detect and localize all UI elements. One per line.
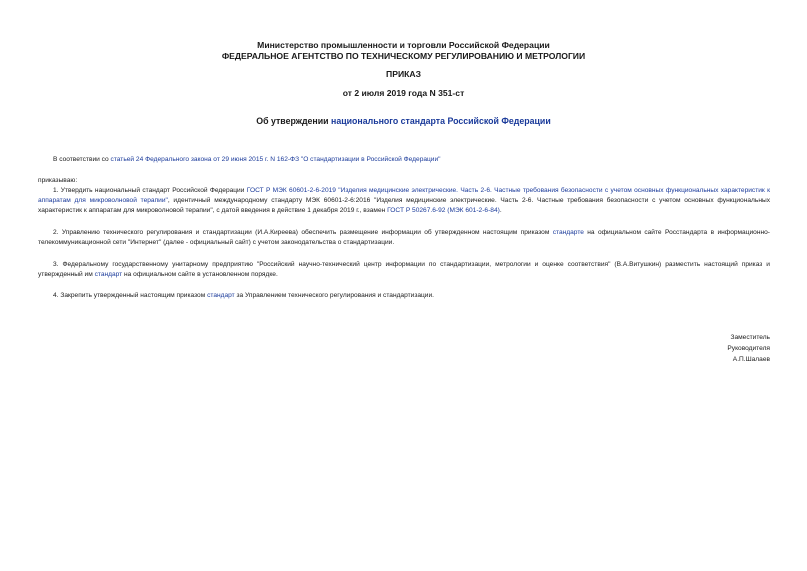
ministry-heading: Министерство промышленности и торговли Российской Федерации xyxy=(257,40,550,50)
item-2-standard-link[interactable]: стандарте xyxy=(552,229,584,236)
item-4-standard-link[interactable]: стандарт xyxy=(207,292,235,299)
item-2-text-a: 2. Управлению технического регулирования и стандартизации (И.А.Киреева) обеспечить размещение информации об утвержденном настоящим приказом xyxy=(53,229,553,236)
item-1-text-a: 1. Утвердить национальный стандарт Российской Федерации xyxy=(53,187,247,194)
standard-title-link[interactable]: национального стандарта Российской Федерации xyxy=(331,116,551,126)
item-1 xyxy=(38,186,770,216)
item-1-text-b: , идентичный международному стандарту МЭК 60601-2-6:2016 "Изделия медицинские электрические. Часть 2-6. Частные требования безопасности с учетом основных функциональных характеристик к аппаратам для микроволновой терапии", с датой введения в действие 1 декабря 2019 г., взамен xyxy=(38,197,770,214)
item-4 xyxy=(38,291,770,301)
law-article-link[interactable]: статьей 24 Федерального закона от 29 июня 2015 г. N 162-ФЗ "О стандартизации в Российской Федерации" xyxy=(110,156,441,163)
preamble-prefix: В соответствии со xyxy=(53,156,111,163)
item-1-text-c: . xyxy=(499,207,502,214)
replaced-gost-link[interactable]: ГОСТ Р 50267.6-92 (МЭК 601-2-6-84) xyxy=(387,207,500,214)
item-3-text-b: на официальном сайте в установленном порядке. xyxy=(122,271,278,278)
doc-date-number: от 2 июля 2019 года N 351-ст xyxy=(342,88,465,98)
doc-title-prefix: Об утверждении xyxy=(256,116,332,126)
item-3-text-a: 3. Федеральному государственному унитарному предприятию "Российский научно-технический центр информации по стандартизации, метрологии и оценке соответствия" (В.А.Витушкин) разместить настоящий приказ и утвержденный им xyxy=(38,261,770,278)
item-3 xyxy=(38,260,770,280)
item-4-text-a: 4. Закрепить утвержденный настоящим приказом xyxy=(53,292,208,299)
agency-heading: ФЕДЕРАЛЬНОЕ АГЕНТСТВО ПО ТЕХНИЧЕСКОМУ РЕГУЛИРОВАНИЮ И МЕТРОЛОГИИ xyxy=(221,51,586,61)
doc-title xyxy=(0,116,807,126)
signature-title-1: Заместитель xyxy=(730,334,770,341)
signature-title-2: Руководителя xyxy=(727,345,770,352)
item-2 xyxy=(38,228,770,248)
preamble xyxy=(38,155,770,165)
signature-name: А.П.Шалаев xyxy=(732,356,770,363)
order-word: приказываю: xyxy=(38,177,78,184)
item-4-text-b: за Управлением технического регулирования и стандартизации. xyxy=(234,292,434,299)
item-3-standard-link[interactable]: стандарт xyxy=(94,271,123,278)
doc-type: ПРИКАЗ xyxy=(386,69,421,79)
item-2-text-b: на официальном сайте Росстандарта в информационно-телекоммуникационной сети "Интернет" (далее - официальный сайт) с учетом законодательства о стандартизации. xyxy=(38,229,770,246)
gost-standard-link[interactable]: ГОСТ Р МЭК 60601-2-6-2019 "Изделия медицинские электрические. Часть 2-6. Частные требования безопасности с учетом основных функциональных характеристик к аппаратам для микроволновой терапии" xyxy=(38,187,770,204)
signature-block xyxy=(727,332,770,365)
